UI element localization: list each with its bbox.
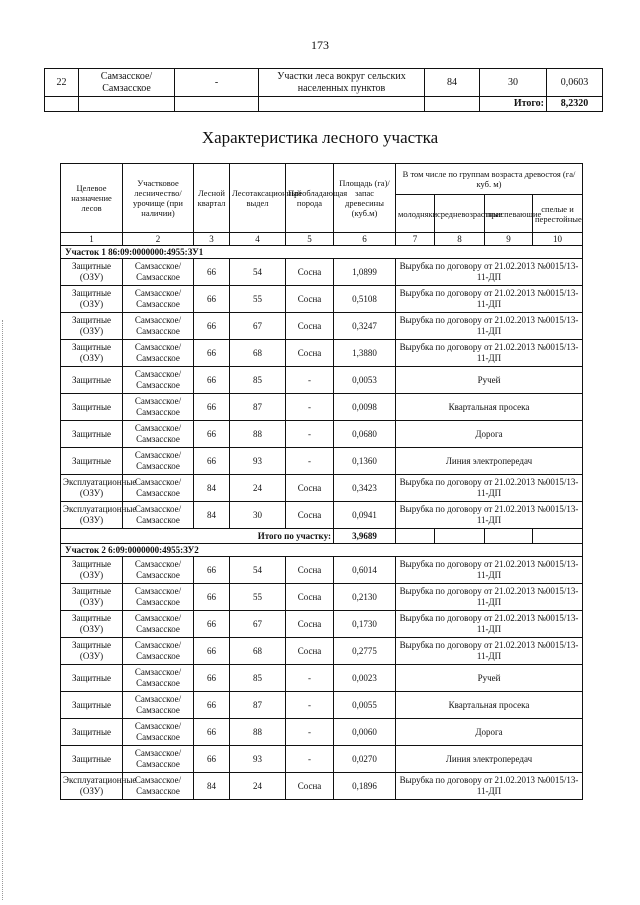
header-species: Преобладающая порода xyxy=(286,164,334,233)
table-cell: 66 xyxy=(194,394,230,421)
table-cell: 24 xyxy=(230,475,286,502)
table-cell: 66 xyxy=(194,313,230,340)
table-row xyxy=(61,448,583,475)
table-cell: 0,0941 xyxy=(334,502,396,529)
table-cell: 66 xyxy=(194,665,230,692)
table-cell-note: Линия электропередач xyxy=(396,448,583,475)
header-quarter: Лесной квартал xyxy=(194,164,230,233)
table-cell: Защитные xyxy=(61,719,123,746)
table-cell: 84 xyxy=(425,69,480,97)
table-row xyxy=(61,394,583,421)
column-number-row xyxy=(61,233,583,246)
table-cell: 66 xyxy=(194,692,230,719)
table-cell: Самзасское/ Самзасское xyxy=(123,475,194,502)
table-cell: Сосна xyxy=(286,773,334,800)
table-cell: 66 xyxy=(194,367,230,394)
table-cell: 0,1360 xyxy=(334,448,396,475)
table-cell: 87 xyxy=(230,394,286,421)
table-row xyxy=(61,475,583,502)
table-cell: 66 xyxy=(194,421,230,448)
header-middle-aged: средневозрастные xyxy=(435,195,485,233)
table-cell: Сосна xyxy=(286,502,334,529)
table-cell: 66 xyxy=(194,448,230,475)
column-number: 7 xyxy=(396,233,435,246)
table-cell: Сосна xyxy=(286,259,334,286)
table-cell: - xyxy=(286,665,334,692)
table-cell: 66 xyxy=(194,611,230,638)
table-row xyxy=(61,692,583,719)
table-cell-note: Вырубка по договору от 21.02.2013 №0015/13-11-ДП xyxy=(396,259,583,286)
table-cell: Самзасское/ Самзасское xyxy=(123,448,194,475)
table-cell: Защитные (ОЗУ) xyxy=(61,584,123,611)
table-cell: Самзасское/ Самзасское xyxy=(79,69,175,97)
column-number: 5 xyxy=(286,233,334,246)
table-cell-note: Вырубка по договору от 21.02.2013 №0015/13-11-ДП xyxy=(396,557,583,584)
table-cell: 67 xyxy=(230,611,286,638)
table-cell: - xyxy=(286,719,334,746)
header-young: молодняки xyxy=(396,195,435,233)
column-number: 4 xyxy=(230,233,286,246)
table-cell: 68 xyxy=(230,638,286,665)
table-cell xyxy=(425,97,480,112)
table-cell: Самзасское/ Самзасское xyxy=(123,773,194,800)
table-cell: Защитные xyxy=(61,448,123,475)
table-cell: Участки леса вокруг сельских населенных пунктов xyxy=(259,69,425,97)
table-cell: 88 xyxy=(230,719,286,746)
table-cell: 0,0023 xyxy=(334,665,396,692)
table-cell: Защитные (ОЗУ) xyxy=(61,313,123,340)
table-cell: 87 xyxy=(230,692,286,719)
table-row xyxy=(61,259,583,286)
header-area: Площадь (га)/ запас древесины (куб.м) xyxy=(334,164,396,233)
table-cell: 85 xyxy=(230,665,286,692)
table-cell: Сосна xyxy=(286,611,334,638)
table-cell-note: Квартальная просека xyxy=(396,692,583,719)
table-cell-note: Квартальная просека xyxy=(396,394,583,421)
table-cell: Самзасское/ Самзасское xyxy=(123,584,194,611)
table-row xyxy=(61,502,583,529)
table-row xyxy=(61,367,583,394)
table-cell-note: Ручей xyxy=(396,367,583,394)
table-cell: Самзасское/ Самзасское xyxy=(123,286,194,313)
table-cell: 55 xyxy=(230,286,286,313)
table-cell: Сосна xyxy=(286,584,334,611)
table-cell: 1,3880 xyxy=(334,340,396,367)
table-cell-note: Ручей xyxy=(396,665,583,692)
total-label: Итого: xyxy=(480,97,547,112)
table-cell: 66 xyxy=(194,340,230,367)
table-cell: 1,0899 xyxy=(334,259,396,286)
table-cell: 24 xyxy=(230,773,286,800)
total-label: Итого по участку: xyxy=(61,529,334,544)
table-cell-note: Вырубка по договору от 21.02.2013 №0015/13-11-ДП xyxy=(396,340,583,367)
column-number: 3 xyxy=(194,233,230,246)
header-mature: спелые и перестойные xyxy=(533,195,583,233)
header-purpose: Целевое назначение лесов xyxy=(61,164,123,233)
table-row xyxy=(61,746,583,773)
table-cell: Самзасское/ Самзасское xyxy=(123,638,194,665)
table-cell xyxy=(533,529,583,544)
table-cell: Сосна xyxy=(286,286,334,313)
table-cell: Сосна xyxy=(286,557,334,584)
table-cell: - xyxy=(286,746,334,773)
table-cell: 66 xyxy=(194,584,230,611)
table-cell: - xyxy=(286,394,334,421)
table-cell: Самзасское/ Самзасское xyxy=(123,313,194,340)
table-cell: Защитные xyxy=(61,746,123,773)
table-cell: 0,0060 xyxy=(334,719,396,746)
total-value: 8,2320 xyxy=(547,97,603,112)
table-cell: 0,1896 xyxy=(334,773,396,800)
table-cell: 84 xyxy=(194,475,230,502)
table-cell: Самзасское/ Самзасское xyxy=(123,340,194,367)
table-cell: 66 xyxy=(194,638,230,665)
header-forestry: Участковое лесничество/ урочище (при наличии) xyxy=(123,164,194,233)
column-number: 1 xyxy=(61,233,123,246)
header-age-groups: В том числе по группам возраста древостоя (га/куб. м) xyxy=(396,164,583,195)
table-row xyxy=(61,557,583,584)
table-cell: 66 xyxy=(194,557,230,584)
table-cell: Самзасское/ Самзасское xyxy=(123,692,194,719)
table-cell: 0,0603 xyxy=(547,69,603,97)
table-cell: 84 xyxy=(194,773,230,800)
table-cell: 22 xyxy=(45,69,79,97)
table-cell: Защитные (ОЗУ) xyxy=(61,286,123,313)
table-cell: Сосна xyxy=(286,340,334,367)
column-number: 2 xyxy=(123,233,194,246)
table-cell: 0,0053 xyxy=(334,367,396,394)
table-row xyxy=(61,719,583,746)
table-cell: 0,3247 xyxy=(334,313,396,340)
forest-plot-table xyxy=(60,163,583,800)
table-cell: 0,0680 xyxy=(334,421,396,448)
table-cell: 55 xyxy=(230,584,286,611)
header-allotment: Лесотаксационный выдел xyxy=(230,164,286,233)
table-cell: - xyxy=(286,367,334,394)
table-cell: Защитные xyxy=(61,692,123,719)
table-cell: - xyxy=(286,692,334,719)
table-cell: - xyxy=(286,421,334,448)
table-cell-note: Дорога xyxy=(396,421,583,448)
table-cell: 54 xyxy=(230,557,286,584)
table-row xyxy=(61,611,583,638)
table-cell: Защитные (ОЗУ) xyxy=(61,557,123,584)
table-cell: Защитные xyxy=(61,421,123,448)
table-cell: 54 xyxy=(230,259,286,286)
table-cell: - xyxy=(286,448,334,475)
table-cell: Самзасское/ Самзасское xyxy=(123,367,194,394)
table-cell: Самзасское/ Самзасское xyxy=(123,394,194,421)
table-row xyxy=(61,638,583,665)
table-cell: Защитные (ОЗУ) xyxy=(61,340,123,367)
table-cell: 68 xyxy=(230,340,286,367)
total-value: 3,9689 xyxy=(334,529,396,544)
table-cell: 30 xyxy=(230,502,286,529)
binding-margin-line xyxy=(2,320,9,900)
table-cell: 0,0055 xyxy=(334,692,396,719)
table-cell: 66 xyxy=(194,286,230,313)
table-row xyxy=(61,584,583,611)
table-cell-note: Вырубка по договору от 21.02.2013 №0015/13-11-ДП xyxy=(396,286,583,313)
table-cell: Самзасское/ Самзасское xyxy=(123,502,194,529)
column-number: 8 xyxy=(435,233,485,246)
table-cell: 0,1730 xyxy=(334,611,396,638)
section-total-row xyxy=(61,529,583,544)
table-cell: Самзасское/ Самзасское xyxy=(123,719,194,746)
table-cell xyxy=(175,97,259,112)
section-label: Участок 2 6:09:0000000:4955:ЗУ2 xyxy=(61,544,583,557)
table-cell: Эксплуатационные (ОЗУ) xyxy=(61,502,123,529)
table-cell: 0,2775 xyxy=(334,638,396,665)
table-cell: Защитные xyxy=(61,367,123,394)
header-maturing: приспевающие xyxy=(485,195,533,233)
table-cell: 0,6014 xyxy=(334,557,396,584)
document-title: Характеристика лесного участка xyxy=(201,128,439,147)
table-cell xyxy=(259,97,425,112)
table-cell xyxy=(79,97,175,112)
column-number: 10 xyxy=(533,233,583,246)
table-cell: - xyxy=(175,69,259,97)
table-cell: 0,0270 xyxy=(334,746,396,773)
table-row xyxy=(61,340,583,367)
table-row xyxy=(45,69,603,97)
table-row xyxy=(61,773,583,800)
table-cell: 67 xyxy=(230,313,286,340)
table-row xyxy=(61,665,583,692)
table-cell: 84 xyxy=(194,502,230,529)
table-cell: 66 xyxy=(194,719,230,746)
table-cell: Самзасское/ Самзасское xyxy=(123,421,194,448)
table-cell-note: Вырубка по договору от 21.02.2013 №0015/13-11-ДП xyxy=(396,502,583,529)
table-cell: 66 xyxy=(194,746,230,773)
page-number: 173 xyxy=(311,38,329,52)
section-label: Участок 1 86:09:0000000:4955:ЗУ1 xyxy=(61,246,583,259)
table-header-row xyxy=(61,164,583,195)
table-cell: Защитные (ОЗУ) xyxy=(61,638,123,665)
table-row xyxy=(61,421,583,448)
table-cell-note: Вырубка по договору от 21.02.2013 №0015/13-11-ДП xyxy=(396,638,583,665)
table-cell: Самзасское/ Самзасское xyxy=(123,259,194,286)
table-cell: Защитные (ОЗУ) xyxy=(61,259,123,286)
table-cell-note: Линия электропередач xyxy=(396,746,583,773)
table-cell xyxy=(45,97,79,112)
table-cell: Защитные (ОЗУ) xyxy=(61,611,123,638)
table-cell: Эксплуатационные (ОЗУ) xyxy=(61,475,123,502)
table-cell: 30 xyxy=(480,69,547,97)
column-number: 6 xyxy=(334,233,396,246)
table-cell: Самзасское/ Самзасское xyxy=(123,746,194,773)
table-cell: 88 xyxy=(230,421,286,448)
table-cell: Защитные xyxy=(61,665,123,692)
table-cell: 0,2130 xyxy=(334,584,396,611)
table-cell-note: Вырубка по договору от 21.02.2013 №0015/13-11-ДП xyxy=(396,313,583,340)
table-cell: Сосна xyxy=(286,313,334,340)
table-cell: Сосна xyxy=(286,638,334,665)
table-cell: 93 xyxy=(230,448,286,475)
table-cell: Сосна xyxy=(286,475,334,502)
table-cell: 0,0098 xyxy=(334,394,396,421)
column-number: 9 xyxy=(485,233,533,246)
table-row xyxy=(61,313,583,340)
table-total-row xyxy=(45,97,603,112)
table-cell: Защитные xyxy=(61,394,123,421)
table-cell-note: Вырубка по договору от 21.02.2013 №0015/13-11-ДП xyxy=(396,584,583,611)
table-cell xyxy=(396,529,435,544)
table-cell-note: Дорога xyxy=(396,719,583,746)
table-cell-note: Вырубка по договору от 21.02.2013 №0015/13-11-ДП xyxy=(396,773,583,800)
table-cell: 0,3423 xyxy=(334,475,396,502)
table-cell: 0,5108 xyxy=(334,286,396,313)
table-cell: Самзасское/ Самзасское xyxy=(123,611,194,638)
table-cell: Самзасское/ Самзасское xyxy=(123,665,194,692)
table-cell-note: Вырубка по договору от 21.02.2013 №0015/13-11-ДП xyxy=(396,475,583,502)
table-cell xyxy=(435,529,485,544)
section-row xyxy=(61,544,583,557)
table-cell: 66 xyxy=(194,259,230,286)
table-cell xyxy=(485,529,533,544)
table-cell-note: Вырубка по договору от 21.02.2013 №0015/13-11-ДП xyxy=(396,611,583,638)
table-cell: 93 xyxy=(230,746,286,773)
table-cell: Самзасское/ Самзасское xyxy=(123,557,194,584)
table-cell: Эксплуатационные (ОЗУ) xyxy=(61,773,123,800)
table-cell: 85 xyxy=(230,367,286,394)
table-row xyxy=(61,286,583,313)
section-row xyxy=(61,246,583,259)
previous-table xyxy=(44,68,603,112)
